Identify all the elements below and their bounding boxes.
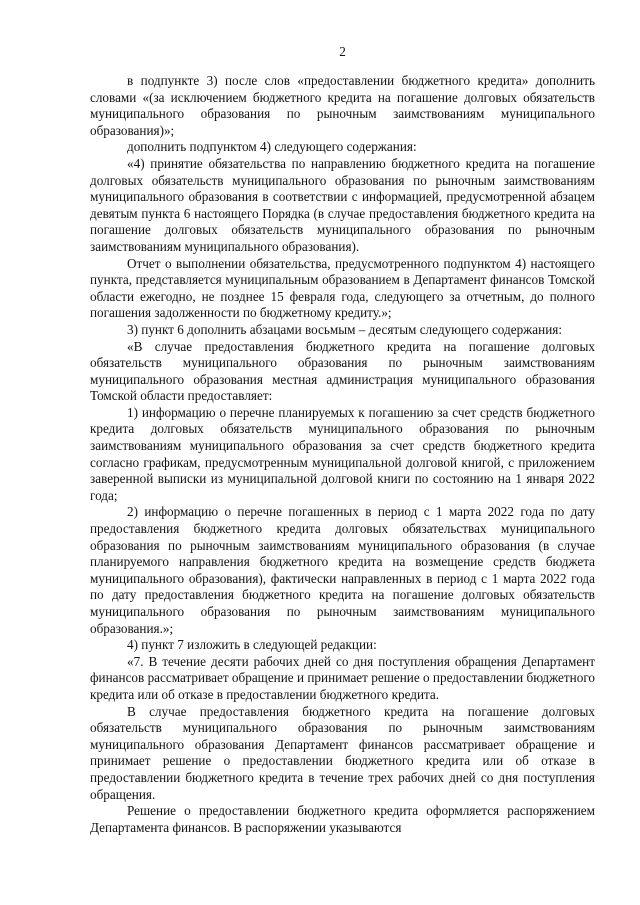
paragraph: в подпункте 3) после слов «предоставлении бюджетного кредита» дополнить словами «(за исключением бюджетного кредита на погашение долговых обязательств муниципального образования по рыночным заимствованиям муниципального образования)»; (90, 73, 595, 138)
paragraph: В случае предоставления бюджетного кредита на погашение долговых обязательств муниципального образования по рыночным заимствованиям муниципального образования Департамент финансов рассматривает обращение и принимает решение о предоставлении бюджетного кредита или об отказе в предоставлении бюджетного кредита в течение трех рабочих дней со дня поступления обращения. (90, 703, 595, 802)
paragraph: 3) пункт 6 дополнить абзацами восьмым – десятым следующего содержания: (127, 321, 562, 337)
paragraph: «7. В течение десяти рабочих дней со дня поступления обращения Департамент финансов рассматривает обращение и принимает решение о предоставлении бюджетного кредита или об отказе в предоставлении бюджетного кредита. (90, 653, 595, 702)
paragraph: 4) пункт 7 изложить в следующей редакции: (127, 637, 377, 653)
paragraph: 1) информацию о перечне планируемых к погашению за счет средств бюджетного кредита долговых обязательств муниципального образования по рыночным заимствованиям муниципального образования за счет средств бюджетного кредита согласно графикам, предусмотренным муниципальной долговой книгой, с приложением заверенной выписки из муниципальной долговой книги по состоянию на 1 января 2022 года; (90, 404, 595, 503)
page-number: 2 (339, 44, 346, 59)
paragraph: «4) принятие обязательства по направлению бюджетного кредита на погашение долговых обязательств муниципального образования по рыночным заимствованиям муниципального образования в соответствии с информацией, предусмотренной абзацем девятым пункта 6 настоящего Порядка (в случае предоставления бюджетного кредита на погашение долговых обязательств муниципального образования по рыночным заимствованиям муниципального образования). (90, 155, 595, 254)
document-body (90, 73, 595, 836)
paragraph: дополнить подпунктом 4) следующего содержания: (127, 139, 417, 155)
paragraph: Решение о предоставлении бюджетного кредита оформляется распоряжением Департамента финансов. В распоряжении указываются (90, 803, 595, 835)
paragraph: «В случае предоставления бюджетного кредита на погашение долговых обязательств муниципального образования по рыночным заимствованиям муниципального образования местная администрация муниципального образования Томской области предоставляет: (90, 338, 595, 404)
paragraph: Отчет о выполнении обязательства, предусмотренного подпунктом 4) настоящего пункта, представляется муниципальным образованием в Департамент финансов Томской области ежегодно, не позднее 15 февраля года, следующего за отчетным, до полного погашения задолженности по бюджетному кредиту.»; (90, 255, 595, 321)
paragraph: 2) информацию о перечне погашенных в период с 1 марта 2022 года по дату предоставления бюджетного кредита долговых обязательствах муниципального образования по рыночным заимствованиям муниципального образования (в случае планируемого направления бюджетного кредита на возмещение средств бюджета муниципального образования), фактически направленных в период с 1 марта 2022 года по дату предоставления бюджетного кредита на погашение долговых обязательств муниципального образования по рыночным заимствованиям муниципального образования.»; (90, 504, 595, 636)
